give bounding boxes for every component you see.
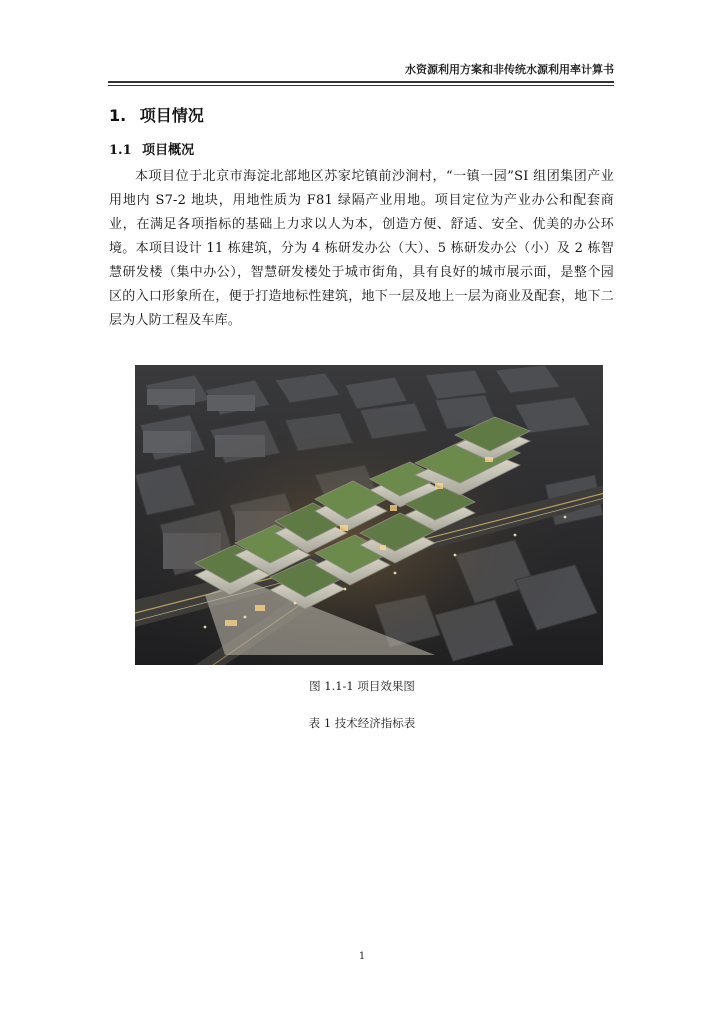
section-number: 1. [109, 106, 127, 125]
figure-caption: 图 1.1-1 项目效果图 [309, 679, 415, 693]
subsection-number: 1.1 [109, 143, 132, 158]
section-heading [109, 103, 204, 126]
section-title: 项目情况 [139, 106, 204, 125]
header-rule-thin [108, 85, 614, 86]
header-rule [108, 81, 614, 83]
page-number: 1 [358, 951, 366, 962]
project-rendering-image [135, 365, 603, 665]
table-caption: 表 1 技术经济指标表 [308, 716, 416, 730]
body-paragraph: 本项目位于北京市海淀北部地区苏家坨镇前沙涧村，“一镇一园”SI 组团集团产业用地内 S7-2 地块，用地性质为 F81 绿隔产业用地。项目定位为产业办公和配套商业，在满足各项指标的基础上力求以人为本，创造方便、舒适、安全、优美的办公环境。本项目设计 11 栋建筑，分为 4 栋研发办公（大）、5 栋研发办公（小）及 2 栋智慧研发楼（集中办公），智慧研发楼处于城市街角，具有良好的城市展示面，是整个园区的入口形象所在，便于打造地标性建筑，地下一层及地上一层为商业及配套，地下二层为人防工程及车库。 [109, 169, 614, 328]
subsection-heading [109, 139, 194, 158]
subsection-title: 项目概况 [142, 143, 195, 158]
running-header: 水资源利用方案和非传统水源利用率计算书 [405, 63, 614, 76]
